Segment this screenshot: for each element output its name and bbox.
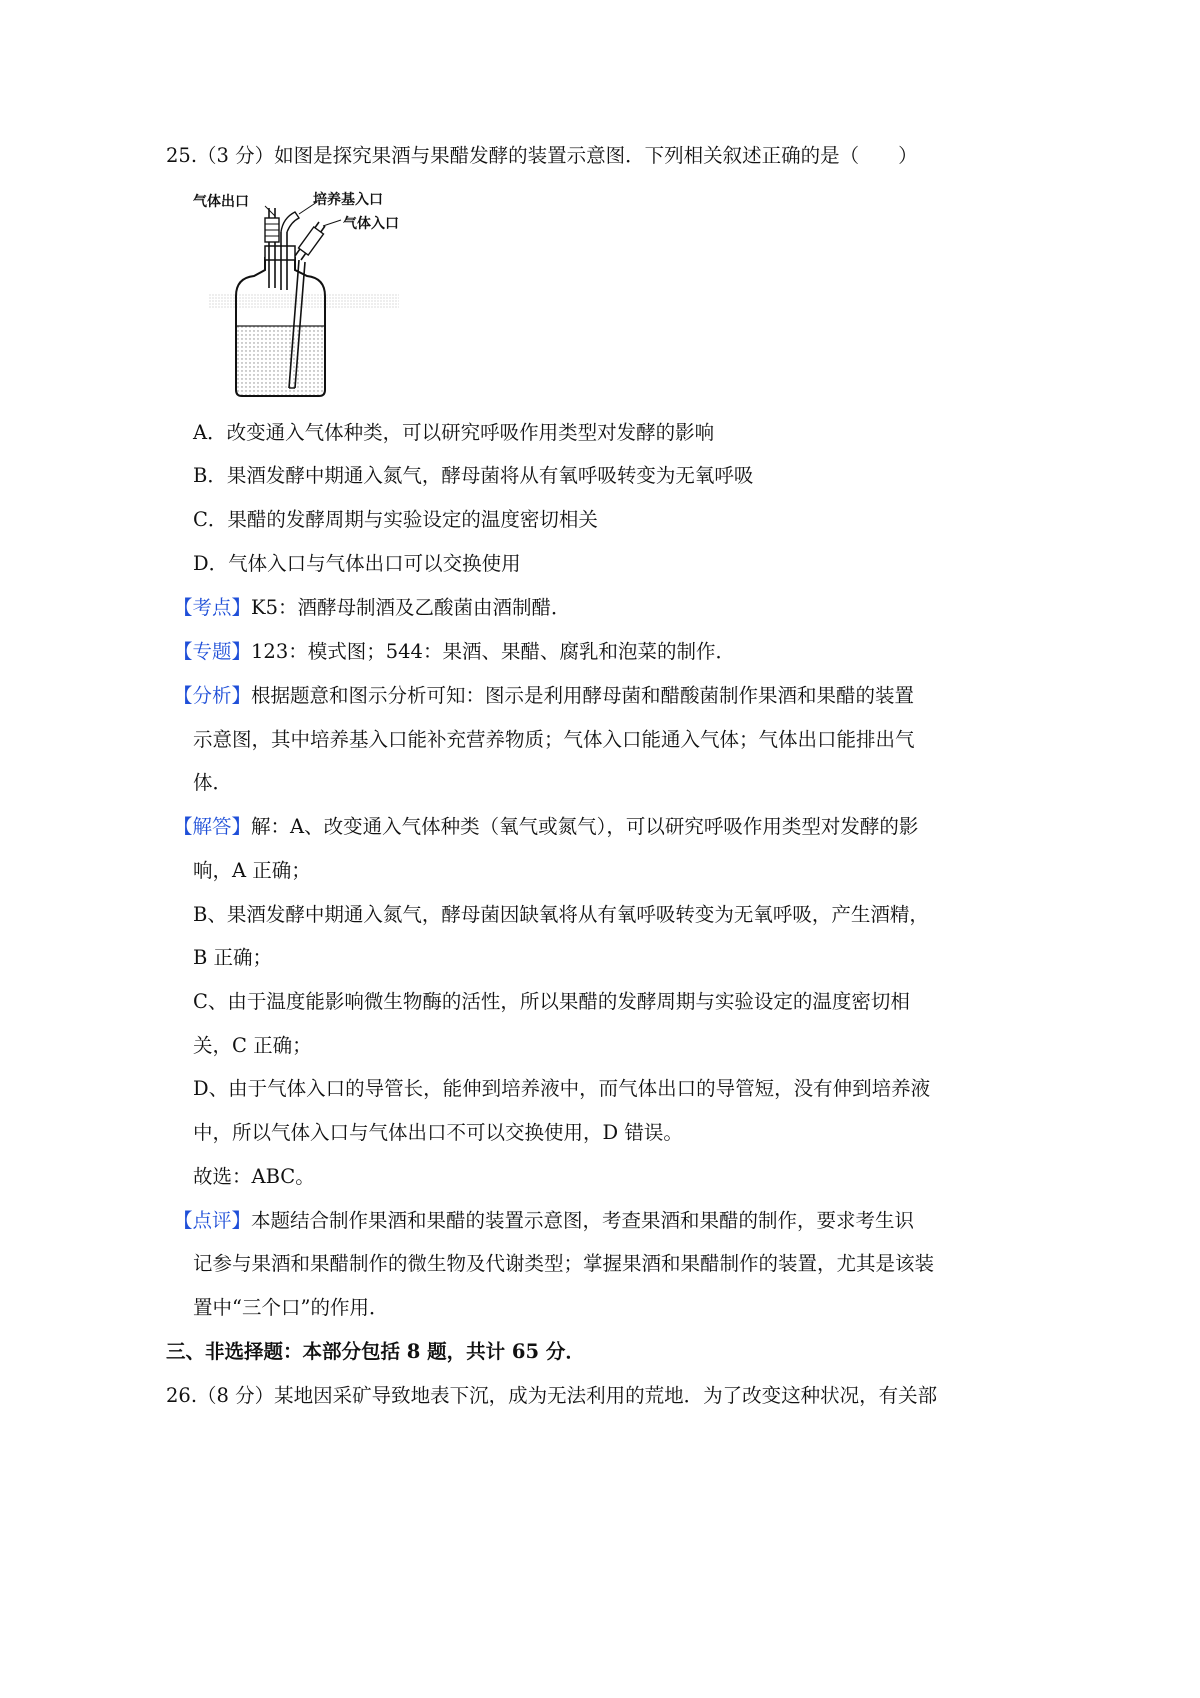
- option-c: C．果醋的发酵周期与实验设定的温度密切相关: [193, 508, 598, 531]
- jieda-line-5: C、由于温度能影响微生物酶的活性，所以果醋的发酵周期与实验设定的温度密切相: [193, 990, 910, 1013]
- gas-inlet-label: 气体入口: [343, 216, 399, 232]
- jieda-line-2: 响，A 正确；: [193, 859, 311, 882]
- jieda-line-4: B 正确；: [193, 946, 273, 969]
- fenxi-line-3: 体．: [193, 771, 233, 794]
- fenxi-tag: 【分析】: [173, 684, 252, 707]
- jieda-line-7: D、由于气体入口的导管长，能伸到培养液中，而气体出口的导管短，没有伸到培养液: [193, 1077, 931, 1100]
- jieda-line-1: 解：A、改变通入气体种类（氧气或氮气），可以研究呼吸作用类型对发酵的影: [251, 815, 919, 838]
- zhuanti-row: [173, 642, 735, 662]
- dianping-line-1: 本题结合制作果酒和果醋的装置示意图，考查果酒和果醋的制作，要求考生识: [251, 1209, 915, 1232]
- option-a: A．改变通入气体种类，可以研究呼吸作用类型对发酵的影响: [193, 421, 715, 444]
- dianping-row-1: [173, 1211, 914, 1231]
- dianping-tag: 【点评】: [173, 1209, 252, 1232]
- jieda-line-8: 中，所以气体入口与气体出口不可以交换使用，D 错误。: [193, 1121, 683, 1144]
- jieda-line-9: 故选：ABC。: [193, 1165, 315, 1188]
- fenxi-line-2: 示意图，其中培养基入口能补充营养物质；气体入口能通入气体；气体出口能排出气: [193, 728, 915, 751]
- dianping-line-2: 记参与果酒和果醋制作的微生物及代谢类型；掌握果酒和果醋制作的装置，尤其是该装: [193, 1252, 935, 1275]
- fenxi-row-1: [173, 686, 914, 706]
- fenxi-line-1: 根据题意和图示分析可知：图示是利用酵母菌和醋酸菌制作果酒和果醋的装置: [251, 684, 915, 707]
- section-3-heading: 三、非选择题：本部分包括 8 题，共计 65 分．: [166, 1340, 585, 1363]
- zhuanti-text: 123：模式图；544：果酒、果醋、腐乳和泡菜的制作．: [251, 640, 735, 663]
- option-b: B．果酒发酵中期通入氮气，酵母菌将从有氧呼吸转变为无氧呼吸: [193, 464, 754, 487]
- medium-inlet-label: 培养基入口: [313, 192, 383, 208]
- gas-outlet-label: 气体出口: [193, 194, 249, 210]
- jieda-line-3: B、果酒发酵中期通入氮气，酵母菌因缺氧将从有氧呼吸转变为无氧呼吸，产生酒精，: [193, 903, 929, 926]
- zhuanti-tag: 【专题】: [173, 640, 252, 663]
- kaodian-tag: 【考点】: [173, 596, 252, 619]
- dianping-line-3: 置中“三个口”的作用．: [193, 1296, 389, 1319]
- fermentation-apparatus-figure: [193, 192, 439, 438]
- jieda-tag: 【解答】: [173, 815, 252, 838]
- jieda-row-1: [173, 817, 918, 837]
- question-25-stem: 25.（3 分）如图是探究果酒与果醋发酵的装置示意图．下列相关叙述正确的是（ ）: [166, 144, 918, 167]
- option-d: D．气体入口与气体出口可以交换使用: [193, 552, 521, 575]
- kaodian-text: K5：酒酵母制酒及乙酸菌由酒制醋．: [251, 596, 571, 619]
- jieda-line-6: 关，C 正确；: [193, 1034, 312, 1057]
- kaodian-row: [173, 598, 571, 618]
- question-26-stem: 26.（8 分）某地因采矿导致地表下沉，成为无法利用的荒地．为了改变这种状况，有关部: [166, 1384, 938, 1407]
